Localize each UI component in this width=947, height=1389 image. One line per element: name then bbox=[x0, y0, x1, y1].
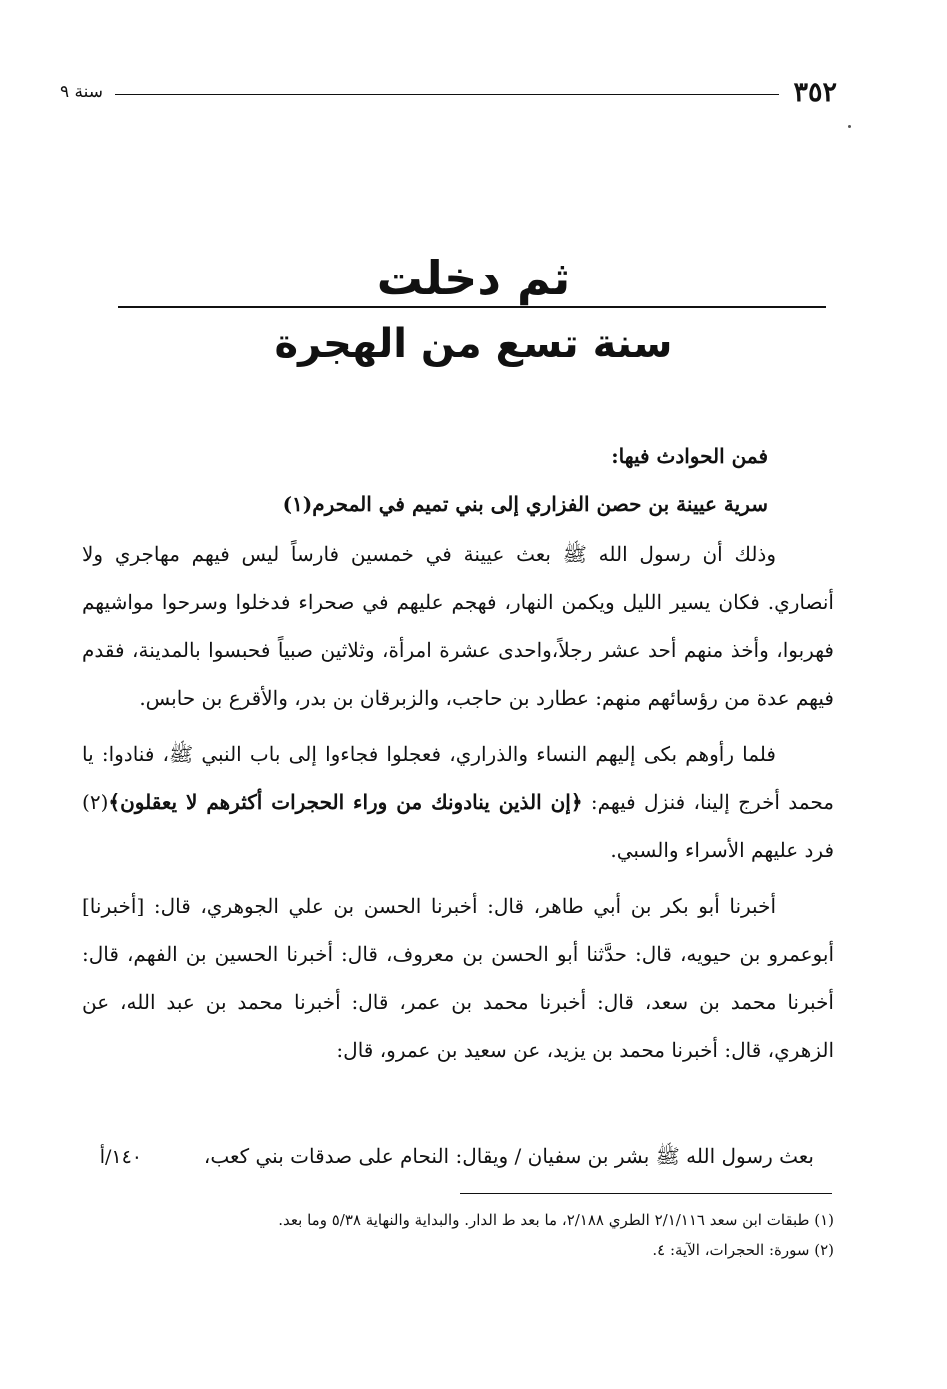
paragraph-2-end: (٢) فرد عليهم الأسراء والسبي. bbox=[82, 790, 834, 862]
page-number: ٣٥٢ bbox=[793, 76, 837, 108]
footnote-2: (٢) سورة: الحجرات، الآية: ٤. bbox=[652, 1241, 834, 1259]
chapter-title: ثم دخلت bbox=[376, 251, 571, 305]
footnote-1: (١) طبقات ابن سعد ٢/١/١١٦ الطري ٢/١٨٨، ما بعد ط الدار. والبداية والنهاية ٥/٣٨ وما بعد. bbox=[278, 1211, 834, 1229]
chapter-subtitle: سنة تسع من الهجرة bbox=[274, 321, 673, 367]
header-rule bbox=[115, 94, 779, 95]
section-intro: فمن الحوادث فيها: bbox=[611, 444, 768, 468]
body-text bbox=[82, 432, 834, 1082]
title-divider bbox=[118, 306, 826, 308]
quran-quote: ﴿إن الذين ينادونك من وراء الحجرات أكثرهم لا يعقلون﴾ bbox=[108, 790, 583, 814]
running-title: سنة ٩ bbox=[60, 82, 104, 102]
paragraph-2-start: فلما رأوهم بكى إليهم النساء والذراري، فعجلوا فجاءوا إلى باب النبي ﷺ، فنادوا: يا محمد أخرج إلينا، فنزل فيهم: bbox=[82, 742, 834, 814]
final-line bbox=[82, 1132, 872, 1181]
margin-reference: ١٤٠/أ bbox=[99, 1146, 142, 1168]
paragraph-3-isnad: أخبرنا أبو بكر بن أبي طاهر، قال: أخبرنا الحسن بن علي الجوهري، قال: [أخبرنا] أبوعمرو بن حيويه، قال: حدَّثنا أبو الحسن بن معروف، قال: أخبرنا الحسين بن الفهم، قال: أخبرنا محمد بن سعد، قال: أخبرنا محمد بن عمر، قال: أخبرنا محمد بن عبد الله، عن الزهري، قال: أخبرنا محمد بن يزيد، عن سعيد بن عمرو، قال: bbox=[82, 894, 834, 1062]
footnote-divider bbox=[460, 1193, 832, 1194]
print-speck bbox=[848, 125, 851, 128]
section-heading: سرية عيينة بن حصن الفزاري إلى بني تميم في المحرم(١) bbox=[282, 492, 768, 516]
paragraph-2 bbox=[82, 730, 834, 874]
paragraph-1: وذلك أن رسول الله ﷺ بعث عيينة في خمسين فارساً ليس فيهم مهاجري ولا أنصاري. فكان يسير الليل ويكمن النهار، فهجم عليهم في صحراء فدخلوا وسرحوا مواشيهم فهربوا، وأخذ منهم أحد عشر رجلاً،واحدى عشرة امرأة، وثلاثين صبياً فحبسوا بالمدينة، فقدم فيهم عدة من رؤسائهم منهم: عطارد بن حاجب، والزبرقان بن بدر، والأقرع بن حابس. bbox=[82, 542, 834, 710]
footnotes bbox=[100, 1205, 834, 1265]
page-header bbox=[60, 72, 837, 112]
final-line-text: بعث رسول الله ﷺ بشر بن سفيان / ويقال: النحام على صدقات بني كعب، bbox=[203, 1144, 814, 1168]
